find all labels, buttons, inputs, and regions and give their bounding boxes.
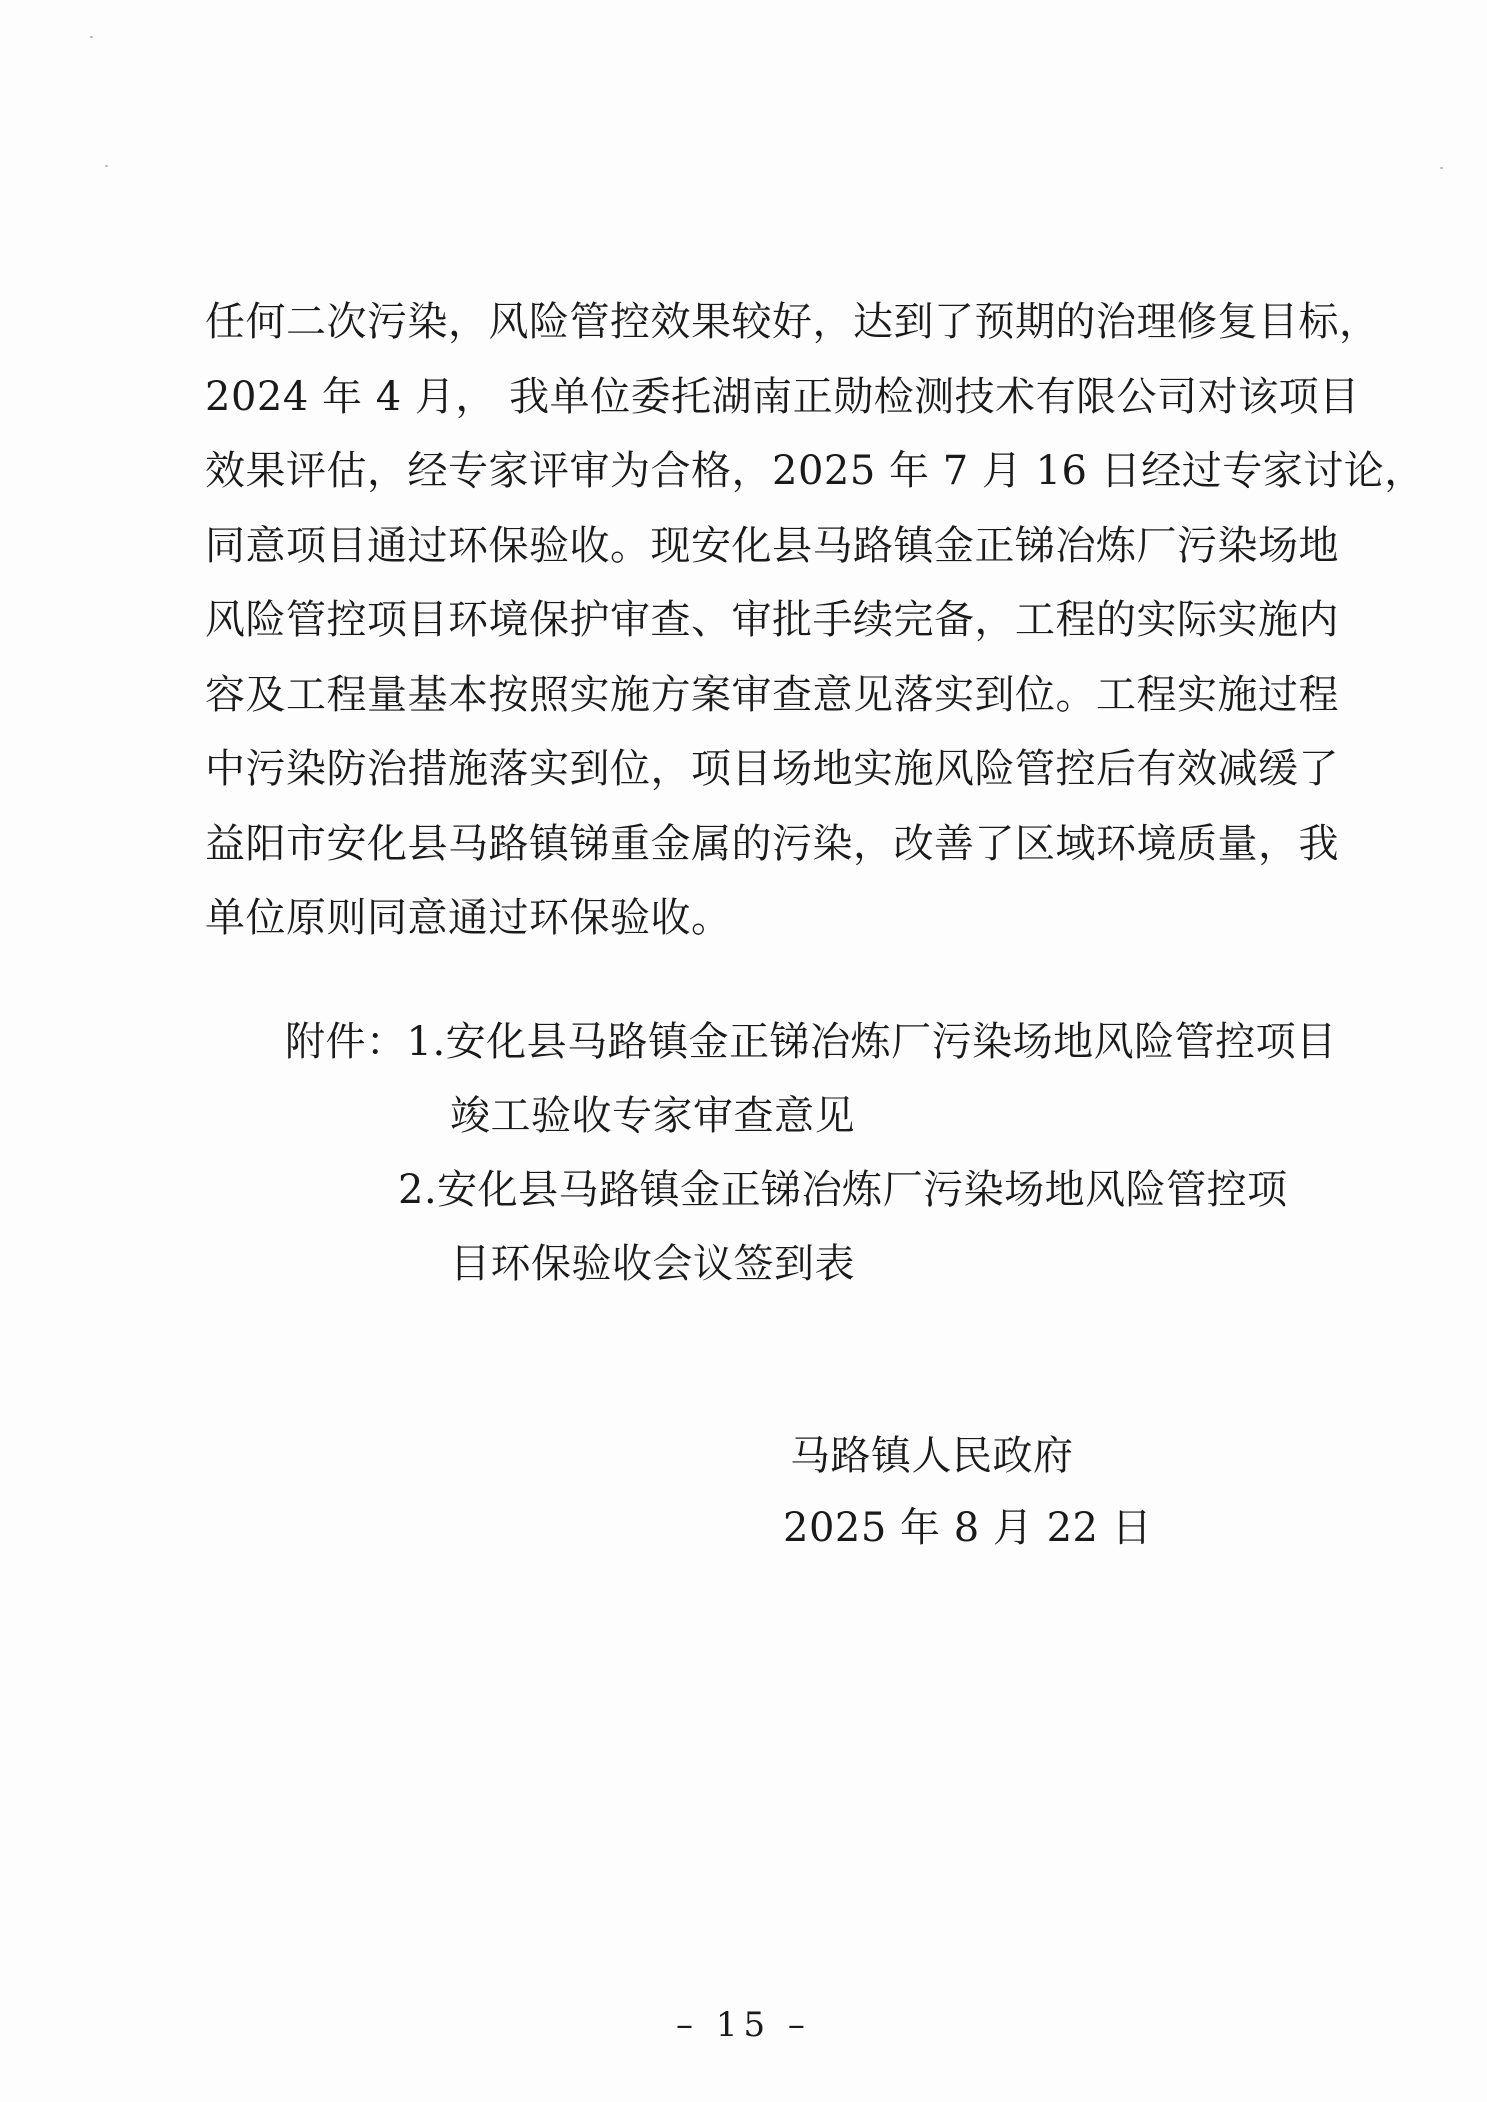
body-line: 效果评估，经专家评审为合格，2025 年 7 月 16 日经过专家讨论， bbox=[205, 448, 1425, 494]
attachment-item-2-continued: 目环保验收会议签到表 bbox=[450, 1241, 855, 1287]
scan-speck bbox=[105, 165, 108, 167]
body-line: 任何二次污染，风险管控效果较好，达到了预期的治理修复目标， bbox=[205, 299, 1380, 345]
body-line: 中污染防治措施落实到位，项目场地实施风险管控后有效减缓了 bbox=[205, 746, 1339, 792]
signature-block bbox=[783, 1420, 1290, 1564]
body-line: 益阳市安化县马路镇锑重金属的污染，改善了区域环境质量，我 bbox=[205, 820, 1339, 867]
body-line: 风险管控项目环境保护审查、审批手续完备，工程的实际实施内 bbox=[205, 597, 1339, 643]
scan-speck bbox=[1440, 167, 1443, 169]
page-number: – 15 – bbox=[676, 2005, 811, 2045]
signing-date: 2025 年 8 月 22 日 bbox=[783, 1505, 1153, 1551]
body-line: 单位原则同意通过环保验收。 bbox=[205, 895, 732, 941]
attachment-item-1: 附件：1.安化县马路镇金正锑冶炼厂污染场地风险管控项目 bbox=[285, 1019, 1337, 1065]
body-line: 2024 年 4 月， 我单位委托湖南正勋检测技术有限公司对该项目 bbox=[205, 373, 1360, 420]
attachments-list bbox=[285, 1005, 1337, 1301]
body-line: 同意项目通过环保验收。现安化县马路镇金正锑冶炼厂污染场地 bbox=[205, 522, 1339, 569]
signing-organization: 马路镇人民政府 bbox=[790, 1433, 1074, 1479]
body-line: 容及工程量基本按照实施方案审查意见落实到位。工程实施过程 bbox=[205, 671, 1339, 718]
scan-speck bbox=[90, 36, 93, 38]
attachment-item-2: 2.安化县马路镇金正锑冶炼厂污染场地风险管控项 bbox=[398, 1167, 1288, 1213]
attachment-item-1-continued: 竣工验收专家审查意见 bbox=[450, 1093, 855, 1139]
body-paragraph bbox=[205, 285, 1425, 956]
